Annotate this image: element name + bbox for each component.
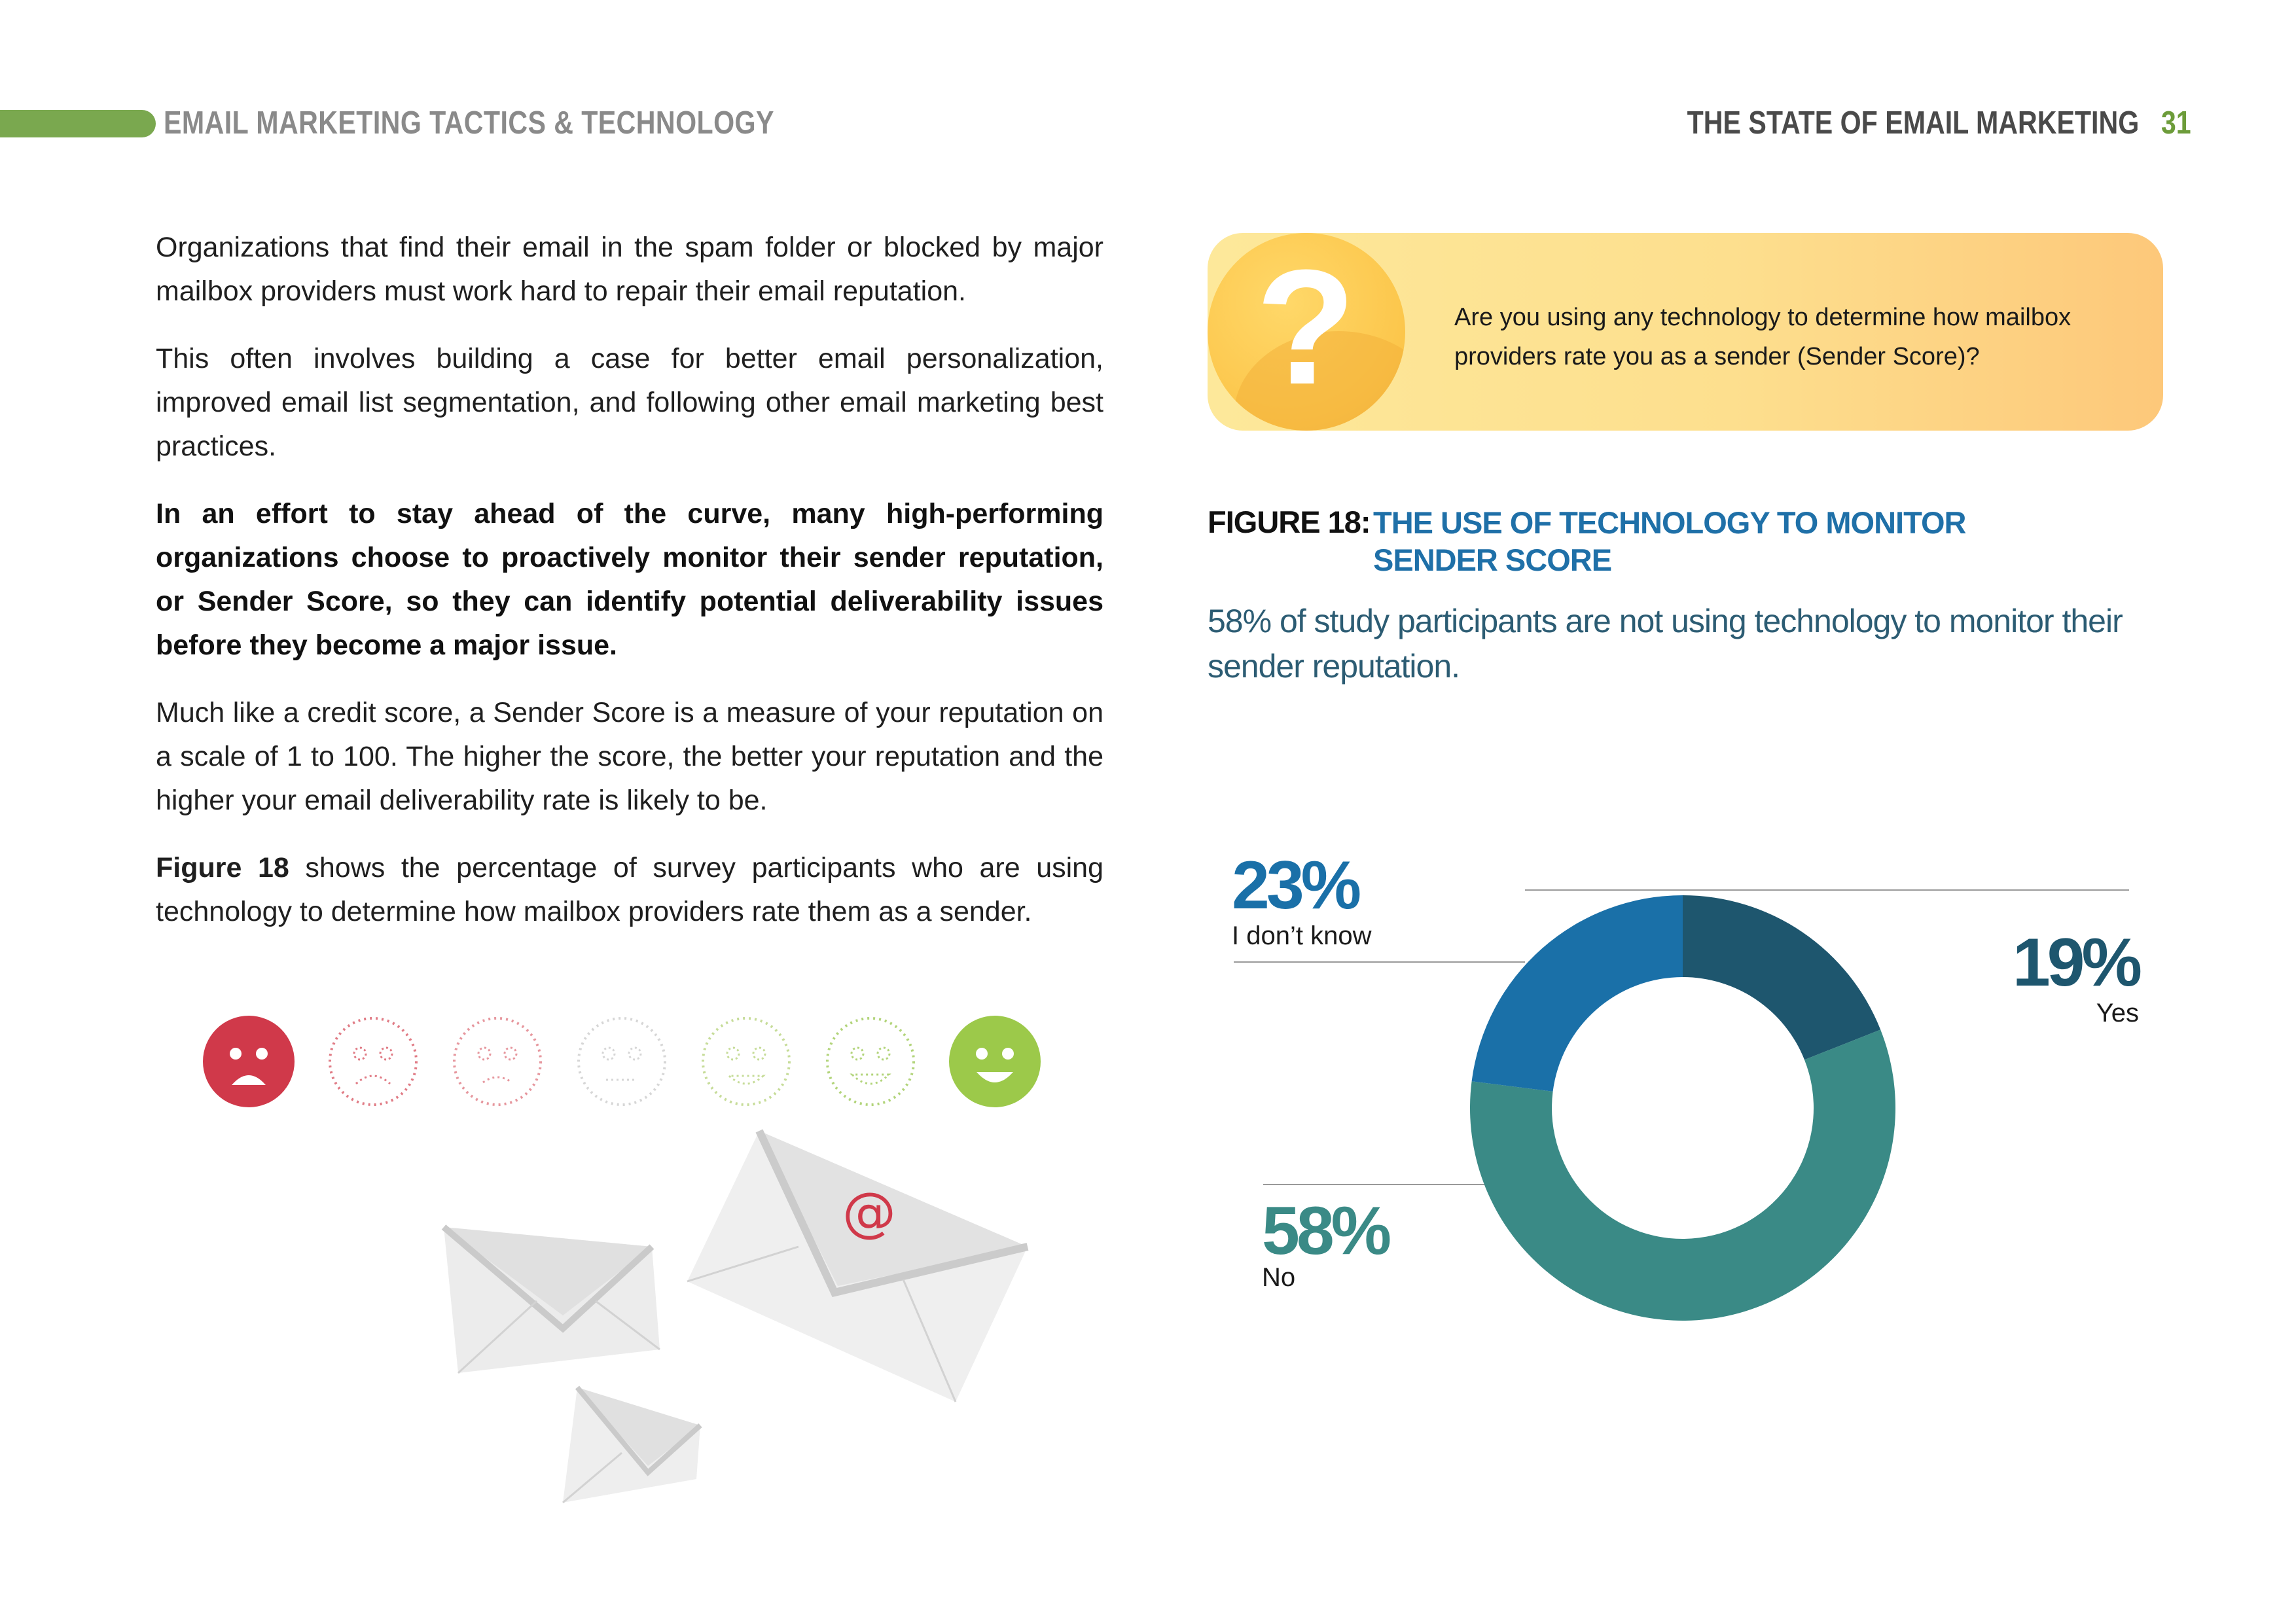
envelope-with-at-sign-icon	[687, 1131, 1028, 1402]
very-happy-face-icon	[949, 1016, 1041, 1107]
value-label-no: 58%	[1262, 1193, 1389, 1269]
question-mark-icon: ?	[1255, 236, 1356, 418]
slightly-happy-face-icon	[700, 1016, 792, 1107]
section-title: EMAIL MARKETING TACTICS & TECHNOLOGY	[164, 105, 774, 141]
figure-title: THE USE OF TECHNOLOGY TO MONITOR SENDER SCORE	[1373, 505, 1966, 577]
happy-face-icon	[825, 1016, 916, 1107]
page-number: 31	[2161, 105, 2191, 141]
figure-label: FIGURE 18:	[1208, 505, 1371, 539]
at-symbol: @	[842, 1181, 896, 1243]
running-header	[1687, 105, 2191, 141]
paragraph-1: Organizations that find their email in the spam folder or blocked by major mailbox providers must work hard to repair their email reputation.	[156, 232, 1103, 307]
donut-slice-i-don-t-know	[1472, 895, 1683, 1092]
paragraph-3-emphasis: In an effort to stay ahead of the curve, many high-performing organizations choose to proactively monitor their sender reputation, or Sender Score, so they can identify potential deliverability issues before they become a major issue.	[156, 498, 1103, 661]
category-label-no: No	[1262, 1263, 1296, 1292]
envelope-icon	[444, 1227, 660, 1373]
figure-reference: Figure 18	[156, 852, 289, 883]
body-text	[156, 226, 1103, 957]
sad-face-icon	[327, 1016, 419, 1107]
slightly-sad-face-icon	[452, 1016, 543, 1107]
donut-slice-yes	[1683, 895, 1880, 1060]
very-sad-face-icon	[203, 1016, 295, 1107]
paragraph-5-text: shows the percentage of survey participants who are using technology to determine how mailbox providers rate them as a sender.	[156, 852, 1103, 927]
paragraph-4: Much like a credit score, a Sender Score is a measure of your reputation on a scale of 1 to 100. The higher the score, the better your reputation and the higher your email deliverability rate is likely to be.	[156, 697, 1103, 816]
survey-question: Are you using any technology to determine how mailbox providers rate you as a sender (Sender Score)?	[1454, 304, 2072, 370]
small-envelope-icon	[563, 1387, 700, 1503]
value-label-yes: 19%	[2012, 925, 2139, 1001]
header-accent-bar	[0, 110, 156, 137]
neutral-face-icon	[576, 1016, 668, 1107]
value-label-dont-know: 23%	[1232, 847, 1359, 923]
category-label-dont-know: I don’t know	[1232, 921, 1372, 950]
paragraph-2: This often involves building a case for better email personalization, improved email list segmentation, and following other email marketing best practices.	[156, 343, 1103, 462]
publication-title: THE STATE OF EMAIL MARKETING	[1687, 105, 2140, 141]
category-label-yes: Yes	[2096, 999, 2139, 1027]
figure-description: 58% of study participants are not using technology to monitor their sender reputation.	[1208, 603, 2123, 685]
paragraph-5	[156, 846, 1103, 934]
envelopes-illustration	[432, 1113, 1047, 1531]
